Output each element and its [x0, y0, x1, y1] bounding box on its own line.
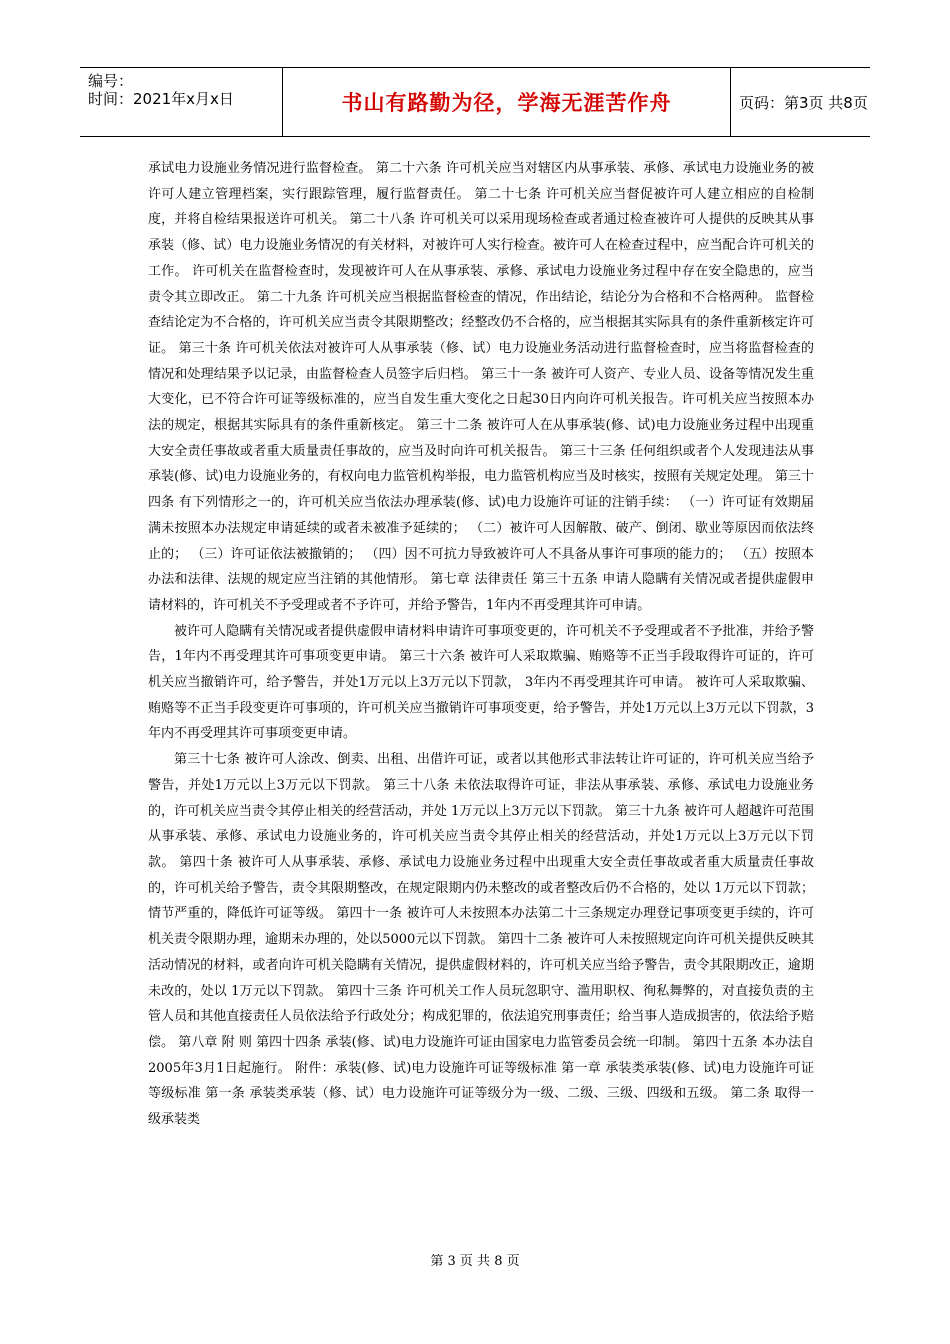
- body-paragraph: 承试电力设施业务情况进行监督检查。 第二十六条 许可机关应当对辖区内从事承装、承修、承试电力设施业务的被许可人建立管理档案，实行跟踪管理，履行监督责任。 第二十七条 许可机关应当督促被许可人建立相应的自检制度，并将自检结果报送许可机关。 第二十八条 许可机关可以采用现场检查或者通过检查被许可人提供的反映其从事承装（修、试）电力设施业务情况的有关材料，对被许可人实行检查。被许可人在检查过程中，应当配合许可机关的工作。 许可机关在监督检查时，发现被许可人在从事承装、承修、承试电力设施业务过程中存在安全隐患的，应当责令其立即改正。 第二十九条 许可机关应当根据监督检查的情况，作出结论，结论分为合格和不合格两种。 监督检查结论定为不合格的，许可机关应当责令其限期整改；经整改仍不合格的，应当根据其实际具有的条件重新核定许可证。 第三十条 许可机关依法对被许可人从事承装（修、试）电力设施业务活动进行监督检查时，应当将监督检查的情况和处理结果予以记录，由监督检查人员签字后归档。 第三十一条 被许可人资产、专业人员、设备等情况发生重大变化，已不符合许可证等级标准的，应当自发生重大变化之日起30日内向许可机关报告。许可机关应当按照本办法的规定，根据其实际具有的条件重新核定。 第三十二条 被许可人在从事承装(修、试)电力设施业务过程中出现重大安全责任事故或者重大质量责任事故的，应当及时向许可机关报告。 第三十三条 任何组织或者个人发现违法从事承装(修、试)电力设施业务的，有权向电力监管机构举报，电力监管机构应当及时核实，按照有关规定处理。 第三十四条 有下列情形之一的，许可机关应当依法办理承装(修、试)电力设施许可证的注销手续： （一）许可证有效期届满未按照本办法规定申请延续的或者未被准予延续的； （二）被许可人因解散、破产、倒闭、歇业等原因而依法终止的； （三）许可证依法被撤销的； （四）因不可抗力导致被许可人不具备从事许可事项的能力的； （五）按照本办法和法律、法规的规定应当注销的其他情形。 第七章 法律责任 第三十五条 申请人隐瞒有关情况或者提供虚假申请材料的，许可机关不予受理或者不予许可，并给予警告，1年内不再受理其许可申请。: [148, 161, 814, 613]
- page-footer: 第 3 页 共 8 页: [430, 1254, 520, 1269]
- document-body: [148, 156, 814, 1133]
- body-paragraph: 第三十七条 被许可人涂改、倒卖、出租、出借许可证，或者以其他形式非法转让许可证的，许可机关应当给予警告，并处1万元以上3万元以下罚款。 第三十八条 未依法取得许可证，非法从事承装、承修、承试电力设施业务的，许可机关应当责令其停止相关的经营活动，并处 1万元以上3万元以下罚款。 第三十九条 被许可人超越许可范围从事承装、承修、承试电力设施业务的，许可机关应当责令其停止相关的经营活动，并处1万元以上3万元以下罚款。 第四十条 被许可人从事承装、承修、承试电力设施业务过程中出现重大安全责任事故或者重大质量责任事故的，许可机关给予警告，责令其限期整改，在规定限期内仍未整改的或者整改后仍不合格的，处以 1万元以下罚款；情节严重的，降低许可证等级。 第四十一条 被许可人未按照本办法第二十三条规定办理登记事项变更手续的，许可机关责令限期办理，逾期未办理的，处以5000元以下罚款。 第四十二条 被许可人未按照规定向许可机关提供反映其活动情况的材料，或者向许可机关隐瞒有关情况，提供虚假材料的，许可机关应当给予警告，责令其限期改正，逾期未改的，处以 1万元以下罚款。 第四十三条 许可机关工作人员玩忽职守、滥用职权、徇私舞弊的，对直接负责的主管人员和其他直接责任人员依法给予行政处分；构成犯罪的，依法追究刑事责任；给当事人造成损害的，依法给予赔偿。 第八章 附 则 第四十四条 承装(修、试)电力设施许可证由国家电力监管委员会统一印制。 第四十五条 本办法自2005年3月1日起施行。 附件：承装(修、试)电力设施许可证等级标准 第一章 承装类承装(修、试)电力设施许可证等级标准 第一条 承装类承装（修、试）电力设施许可证等级分为一级、二级、三级、四级和五级。 第二条 取得一级承装类: [148, 752, 814, 1128]
- header-motto: 书山有路勤为径，学海无涯苦作舟: [283, 68, 731, 136]
- page-header: [80, 67, 870, 137]
- document-number-label: 编号：: [88, 72, 134, 90]
- header-page-number: 页码：第3页 共8页: [739, 93, 868, 112]
- body-paragraph: 被许可人隐瞒有关情况或者提供虚假申请材料申请许可事项变更的，许可机关不予受理或者不予批准，并给予警告，1年内不再受理其许可事项变更申请。 第三十六条 被许可人采取欺骗、贿赂等不正当手段取得许可证的，许可机关应当撤销许可，给予警告，并处1万元以上3万元以下罚款， 3年内不再受理其许可申请。 被许可人采取欺骗、贿赂等不正当手段变更许可事项的，许可机关应当撤销许可事项变更，给予警告，并处1万元以上3万元以下罚款，3年内不再受理其许可事项变更申请。: [148, 623, 814, 742]
- document-date-label: 时间：2021年x月x日: [88, 90, 234, 108]
- header-meta: [80, 68, 283, 136]
